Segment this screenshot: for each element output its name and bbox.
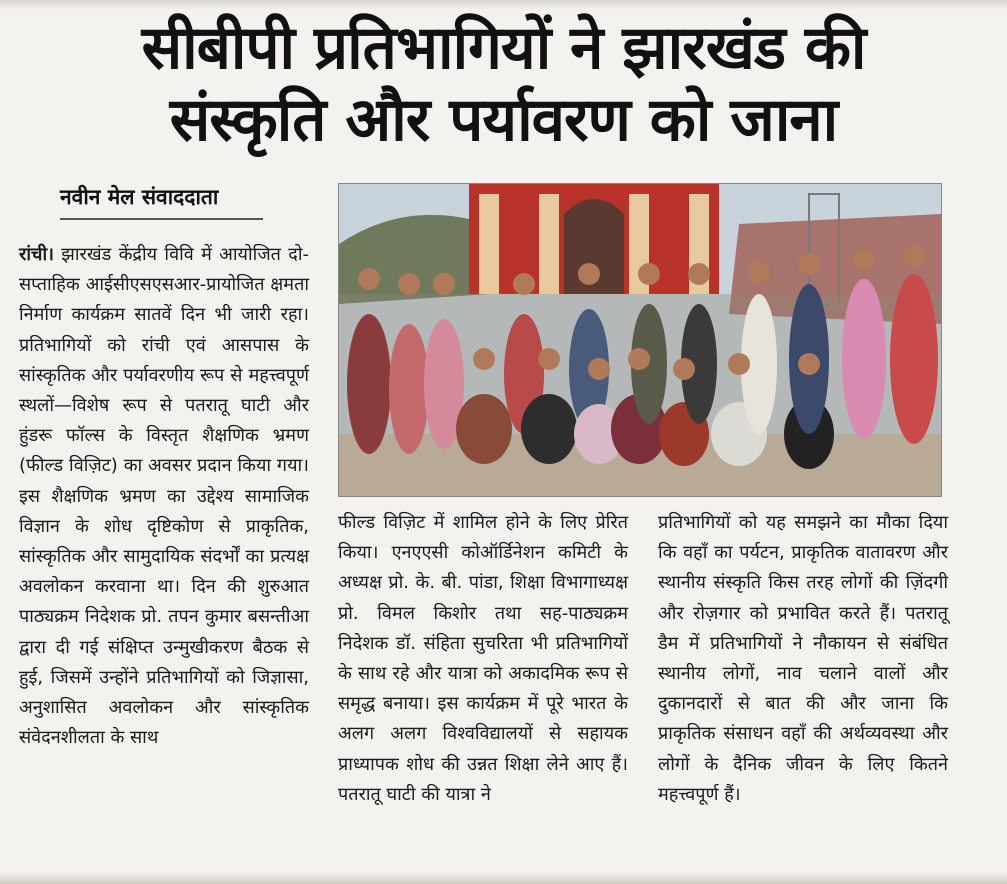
article-column-2 <box>338 508 628 810</box>
column-3-text: प्रतिभागियों को यह समझने का मौका दिया कि वहाँ का पर्यटन, प्राकृतिक वातावरण और स्थानीय संस्कृति किस तरह लोगों की ज़िंदगी और रोज़गार को प्रभावित करते हैं। पतरातू डैम में प्रतिभागियों ने नौकायन से संबंधित स्थानीय लोगों, नाव चलाने वालों और दुकानदारों से बात की और जाना कि प्राकृतिक संसाधन वहाँ की अर्थव्यवस्था और लोगों के दैनिक जीवन के लिए कितने महत्त्वपूर्ण हैं। <box>658 512 948 805</box>
column-2-text: फील्ड विज़िट में शामिल होने के लिए प्रेरित किया। एनएएसी कोऑर्डिनेशन कमिटी के अध्यक्ष प्रो. के. बी. पांडा, शिक्षा विभागाध्यक्ष प्रो. विमल किशोर तथा सह-पाठ्यक्रम निदेशक डॉ. संहिता सुचरिता भी प्रतिभागियों के साथ रहे और यात्रा को अकादमिक रूप से समृद्ध बनाया। इस कार्यक्रम में पूरे भारत के अलग अलग विश्वविद्यालयों से सहायक प्राध्यापक शोध की उन्नत शिक्षा लेने आए हैं। पतरातू घाटी की यात्रा ने <box>338 512 628 805</box>
article-column-3 <box>658 508 948 810</box>
page-bottom-edge <box>0 872 1007 884</box>
byline: नवीन मेल संवाददाता <box>60 185 219 209</box>
article-headline <box>20 12 987 156</box>
group-photo <box>338 183 942 497</box>
headline-line-2: संस्कृति और पर्यावरण को जाना <box>169 85 838 155</box>
column-1-text: झारखंड केंद्रीय विवि में आयोजित दो-सप्ताहिक आईसीएसएसआर-प्रायोजित क्षमता निर्माण कार्यक्रम सातवें दिन भी जारी रहा। प्रतिभागियों को रांची एवं आसपास के सांस्कृतिक और पर्यावरणीय रूप से महत्त्वपूर्ण स्थलों—विशेष रूप से पतरातू घाटी और हुंडरू फॉल्स के विस्तृत शैक्षणिक भ्रमण (फील्ड विज़िट) का अवसर प्रदान किया गया। इस शैक्षणिक भ्रमण का उद्देश्य सामाजिक विज्ञान के शोध दृष्टिकोण से प्राकृतिक, सांस्कृतिक और सामुदायिक संदर्भों का प्रत्यक्ष अवलोकन करवाना था। दिन की शुरुआत पाठ्यक्रम निदेशक प्रो. तपन कुमार बसन्तीआ द्वारा दी गई संक्षिप्त उन्मुखीकरण बैठक से हुई, जिसमें उन्होंने प्रतिभागियों को जिज्ञासा, अनुशासित अवलोकन और सांस्कृतिक संवेदनशीलता के साथ <box>19 244 309 749</box>
byline-divider <box>60 218 263 220</box>
dateline: रांची। <box>19 244 54 265</box>
page-top-edge <box>0 0 1007 10</box>
headline-line-1: सीबीपी प्रतिभागियों ने झारखंड की <box>141 13 866 83</box>
article-column-1 <box>19 240 309 753</box>
